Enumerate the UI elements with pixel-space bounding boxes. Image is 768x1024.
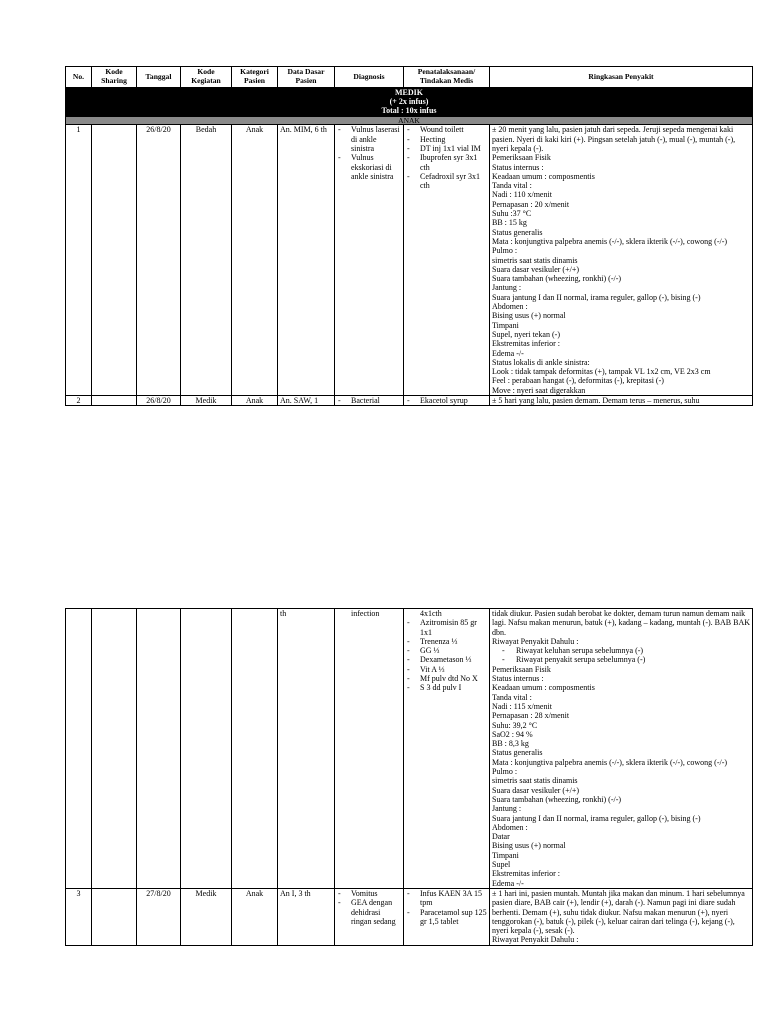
ringkasan-line: Ekstremitas inferior : — [492, 339, 560, 349]
ringkasan-line: Suara jantung I dan II normal, irama reguler, gallop (-), bising (-) — [492, 292, 701, 302]
tindakan-item: - DT inj 1x1 vial IM — [406, 144, 487, 153]
ringkasan-line: Supel, nyeri tekan (-) — [492, 329, 560, 339]
ringkasan-line: Jantung : — [492, 283, 522, 293]
cell-kategori: Anak — [232, 888, 278, 945]
cell-ringkasan — [490, 125, 753, 396]
ringkasan-line: Edema -/- — [492, 878, 524, 888]
ringkasan-line: ± 1 hari ini, pasien muntah. Muntah jika makan dan minum. 1 hari sebelumnya pasien diare, BAB cair (+), lendir (+), darah (-). Namun pagi ini diare sudah berhenti. Demam (+), suhu tidak diukur. Nafsu makan menurun (+), nyeri tenggorokan (-), batuk (-), pilek (-), keluar cairan dari telinga (-), kejang (-), nyeri kepala (-), sesak (-). — [492, 888, 745, 936]
ringkasan-line: Supel — [492, 860, 511, 870]
header-ringkasan: Ringkasan Penyakit — [490, 67, 753, 88]
tindakan-item: - Mf pulv dtd No X — [406, 674, 487, 683]
cell-no: 3 — [66, 888, 92, 945]
cell-tanggal: 26/8/20 — [137, 125, 181, 396]
tindakan-item: - Azitromisin 85 gr 1x1 — [406, 618, 487, 637]
cell-diagnosis — [335, 888, 404, 945]
diagnosis-item: - GEA dengan dehidrasi ringan sedang — [337, 898, 401, 926]
ringkasan-line: Bising usus (+) normal — [492, 311, 566, 321]
header-row — [66, 67, 753, 88]
diagnosis-item: - Bacterial — [337, 396, 401, 405]
cell-no: 2 — [66, 396, 92, 406]
ringkasan-line: Suhu :37 °C — [492, 209, 532, 219]
ringkasan-line: Pemeriksaan Fisik — [492, 664, 551, 674]
ringkasan-line: simetris saat statis dinamis — [492, 255, 578, 265]
ringkasan-line: Look : tidak tampak deformitas (+), tampak VL 1x2 cm, VE 2x3 cm — [492, 367, 711, 377]
ringkasan-line: Suara dasar vesikuler (+/+) — [492, 264, 579, 274]
ringkasan-line: tidak diukur. Pasien sudah berobat ke dokter, demam turun namun demam naik lagi. Nafsu makan menurun, batuk (+), kadang – kadang, muntah (-). BAB BAK dbn. — [492, 609, 751, 637]
cell-tanggal: 27/8/20 — [137, 888, 181, 945]
cell-kode — [92, 888, 137, 945]
ringkasan-line: Nadi : 115 x/menit — [492, 701, 552, 711]
section-banner — [66, 88, 753, 117]
ringkasan-line: ± 5 hari yang lalu, pasien demam. Demam terus – menerus, suhu — [492, 396, 700, 405]
cell-ringkasan — [490, 396, 753, 406]
tindakan-item: - Paracetamol sup 125 gr 1,5 tablet — [406, 908, 487, 927]
ringkasan-line: Pernapasan : 20 x/menit — [492, 199, 570, 209]
ringkasan-line: SaO2 : 94 % — [492, 729, 533, 739]
tindakan-item: - Ibuprofen syr 3x1 cth — [406, 153, 487, 172]
cell-tindakan — [404, 125, 490, 396]
riwayat-item: - Riwayat penyakit serupa sebelumnya (-) — [502, 655, 750, 664]
medical-log-table-1 — [65, 66, 753, 406]
cell-ringkasan — [490, 609, 753, 889]
cell-kegiatan — [181, 609, 232, 889]
table-row — [66, 396, 753, 406]
ringkasan-line: Status internus : — [492, 162, 544, 172]
banner-line-1: MEDIK — [395, 88, 423, 97]
header-tanggal: Tanggal — [137, 67, 181, 88]
header-kode-kegiatan: Kode Kegiatan — [181, 67, 232, 88]
ringkasan-line: Edema -/- — [492, 348, 524, 358]
ringkasan-line: Abdomen : — [492, 822, 528, 832]
ringkasan-line: Timpani — [492, 320, 519, 330]
ringkasan-line: Keadaan umum : composmentis — [492, 171, 595, 181]
cell-kegiatan: Medik — [181, 888, 232, 945]
cell-kategori: Anak — [232, 125, 278, 396]
subheader-anak: ANAK — [66, 117, 753, 125]
cell-kegiatan: Medik — [181, 396, 232, 406]
ringkasan-line: Pulmo : — [492, 246, 518, 256]
ringkasan-line: Riwayat Penyakit Dahulu : — [492, 935, 579, 945]
tindakan-item-cont: 4x1cth — [420, 609, 442, 618]
cell-tanggal — [137, 609, 181, 889]
header-kategori-pasien: Kategori Pasien — [232, 67, 278, 88]
header-data-dasar: Data Dasar Pasien — [278, 67, 335, 88]
diagnosis-item: - Vulnus laserasi di ankle sinistra — [337, 125, 401, 153]
ringkasan-line: simetris saat statis dinamis — [492, 776, 578, 786]
ringkasan-line: Suara dasar vesikuler (+/+) — [492, 785, 579, 795]
header-diagnosis: Diagnosis — [335, 67, 404, 88]
tindakan-item: - Cefadroxil syr 3x1 cth — [406, 172, 487, 191]
cell-kode — [92, 125, 137, 396]
table-block-bottom — [65, 608, 752, 946]
cell-data-dasar: An. MIM, 6 th — [278, 125, 335, 396]
cell-diagnosis — [335, 125, 404, 396]
cell-kode — [92, 609, 137, 889]
ringkasan-line: Pemeriksaan Fisik — [492, 153, 551, 163]
cell-tanggal: 26/8/20 — [137, 396, 181, 406]
tindakan-item: - Dexametason ⅓ — [406, 655, 487, 664]
table-row-continued — [66, 609, 753, 889]
ringkasan-line: Nadi : 110 x/menit — [492, 190, 552, 200]
ringkasan-line: Riwayat Penyakit Dahulu : — [492, 636, 579, 646]
diagnosis-item-cont: infection — [351, 609, 380, 618]
ringkasan-line: Keadaan umum : composmentis — [492, 683, 595, 693]
banner-line-3: Total : 10x infus — [381, 105, 437, 115]
diagnosis-item: - Vulnus ekskoriasi di ankle sinistra — [337, 153, 401, 181]
tindakan-item: - Wound toilett — [406, 125, 487, 134]
cell-data-dasar: th — [278, 609, 335, 889]
table-row — [66, 888, 753, 945]
cell-kategori: Anak — [232, 396, 278, 406]
cell-ringkasan — [490, 888, 753, 945]
ringkasan-line: Move : nyeri saat digerakkan — [492, 385, 586, 395]
table-row — [66, 125, 753, 396]
header-kode-sharing: Kode Sharing — [92, 67, 137, 88]
header-no: No. — [66, 67, 92, 88]
ringkasan-line: Datar — [492, 832, 510, 842]
cell-no — [66, 609, 92, 889]
ringkasan-line: Ekstremitas inferior : — [492, 869, 560, 879]
category-subheader — [66, 117, 753, 125]
table-block-top — [65, 66, 752, 406]
ringkasan-line: Suara jantung I dan II normal, irama reguler, gallop (-), bising (-) — [492, 813, 701, 823]
cell-tindakan — [404, 888, 490, 945]
ringkasan-line: Tanda vital : — [492, 181, 532, 191]
ringkasan-line: ± 20 menit yang lalu, pasien jatuh dari sepeda. Jeruji sepeda mengenai kaki pasien. Nyeri di kaki kiri (+). Pingsan setelah jatuh (-), mual (-), muntah (-), nyeri kepala (-). — [492, 125, 736, 153]
diagnosis-item: - Vomitus — [337, 889, 401, 898]
ringkasan-line: Pernapasan : 28 x/menit — [492, 711, 570, 721]
cell-diagnosis — [335, 609, 404, 889]
ringkasan-line: Jantung : — [492, 804, 522, 814]
ringkasan-line: Bising usus (+) normal — [492, 841, 566, 851]
ringkasan-line: Suhu: 39,2 °C — [492, 720, 538, 730]
ringkasan-line: Feel : perabaan hangat (-), deformitas (-), krepitasi (-) — [492, 376, 664, 386]
cell-kode — [92, 396, 137, 406]
banner-line-2: (+ 2x infus) — [389, 96, 429, 106]
ringkasan-line: Pulmo : — [492, 767, 518, 777]
header-tindakan: Penatalaksanaan/ Tindakan Medis — [404, 67, 490, 88]
cell-kegiatan: Bedah — [181, 125, 232, 396]
tindakan-item: - Hecting — [406, 135, 487, 144]
ringkasan-line: Tanda vital : — [492, 692, 532, 702]
ringkasan-line: Status internus : — [492, 674, 544, 684]
ringkasan-line: Abdomen : — [492, 302, 528, 312]
tindakan-item: - S 3 dd pulv I — [406, 683, 487, 692]
tindakan-item: - Trenenza ⅓ — [406, 637, 487, 646]
cell-tindakan — [404, 396, 490, 406]
ringkasan-line: Timpani — [492, 850, 519, 860]
medical-log-table-2 — [65, 608, 753, 946]
cell-tindakan — [404, 609, 490, 889]
tindakan-item: - Infus KAEN 3A 15 tpm — [406, 889, 487, 908]
ringkasan-line: Status lokalis di ankle sinistra: — [492, 357, 590, 367]
cell-no: 1 — [66, 125, 92, 396]
ringkasan-line: BB : 8,3 kg — [492, 739, 529, 749]
cell-diagnosis — [335, 396, 404, 406]
ringkasan-line: Mata : konjungtiva palpebra anemis (-/-), sklera ikterik (-/-), cowong (-/-) — [492, 757, 728, 767]
ringkasan-line: Suara tambahan (wheezing, ronkhi) (-/-) — [492, 794, 622, 804]
tindakan-item: - GG ⅓ — [406, 646, 487, 655]
cell-kategori — [232, 609, 278, 889]
ringkasan-line: Status generalis — [492, 227, 543, 237]
ringkasan-line: BB : 15 kg — [492, 218, 527, 228]
ringkasan-line: Status generalis — [492, 748, 543, 758]
riwayat-item: - Riwayat keluhan serupa sebelumnya (-) — [502, 646, 750, 655]
cell-data-dasar: An I, 3 th — [278, 888, 335, 945]
ringkasan-line: Mata : konjungtiva palpebra anemis (-/-), sklera ikterik (-/-), cowong (-/-) — [492, 236, 728, 246]
tindakan-item: - Vit A ⅓ — [406, 665, 487, 674]
ringkasan-line: Suara tambahan (wheezing, ronkhi) (-/-) — [492, 274, 622, 284]
tindakan-item: - Ekacetol syrup — [406, 396, 487, 405]
cell-data-dasar: An. SAW, 1 — [278, 396, 335, 406]
